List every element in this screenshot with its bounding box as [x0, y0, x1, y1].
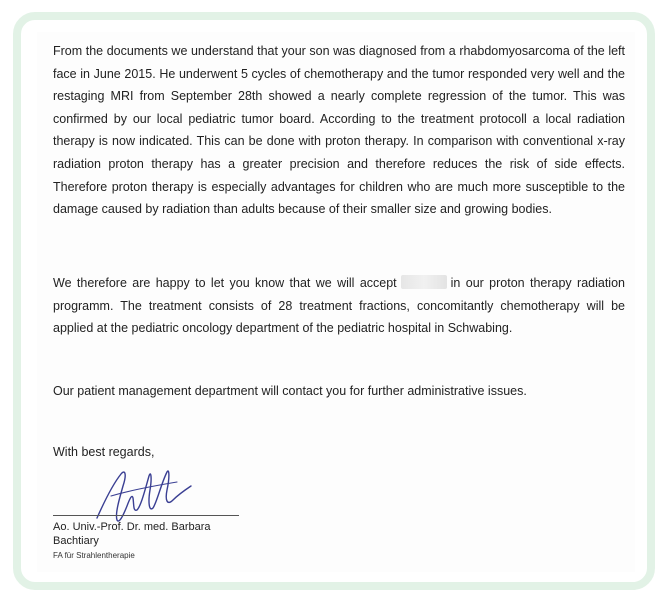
signatory-department: FA für Strahlentherapie: [53, 551, 135, 560]
letter-page: [37, 32, 635, 572]
signatory-surname: Bachtiary: [53, 535, 99, 547]
signature-line: [53, 515, 239, 516]
acceptance-text-end: in our proton therapy radiation programm. The treatment consists of 28 treatment fractions, concomitantly chemotherapy will be applied at the pediatric oncology department of the pediatric hospital in Schwabing.: [53, 276, 625, 336]
letter-frame: [13, 12, 655, 590]
acceptance-text-start: We therefore are happy to let you know that we will accept: [53, 276, 397, 290]
signatory-title: Ao. Univ.-Prof. Dr. med. Barbara: [53, 521, 211, 533]
paragraph-acceptance: [53, 272, 625, 340]
redacted-patient-name: [401, 275, 447, 289]
signatory-name: [53, 520, 211, 548]
closing-salutation: With best regards,: [53, 445, 155, 459]
paragraph-diagnosis: From the documents we understand that your son was diagnosed from a rhabdomyosarcoma of the left face in June 2015. He underwent 5 cycles of chemotherapy and the tumor responded very well and the restaging MRI from September 28th showed a nearly complete regression of the tumor. This was confirmed by our local pediatric tumor board. According to the treatment protocoll a local radiation therapy is now indicated. This can be done with proton therapy. In comparison with conventional x-ray radiation proton therapy has a greater precision and therefore reduces the risk of side effects. Therefore proton therapy is especially advantages for children who are much more susceptible to the damage caused by radiation than adults because of their smaller size and growing bodies.: [53, 44, 625, 217]
paragraph-contact: Our patient management department will contact you for further administrative issues.: [53, 384, 527, 398]
